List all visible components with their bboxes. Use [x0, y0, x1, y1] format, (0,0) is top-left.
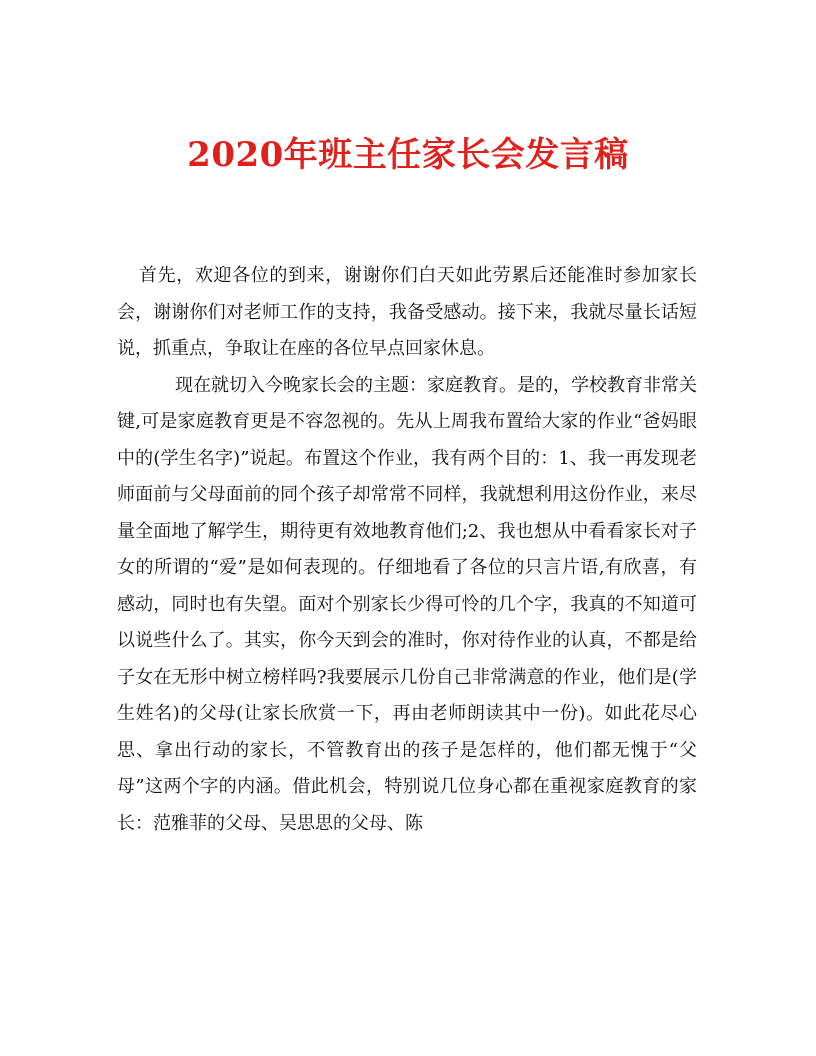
paragraph-2: 现在就切入今晚家长会的主题：家庭教育。是的，学校教育非常关键,可是家庭教育更是不容忽视的。先从上周我布置给大家的作业“爸妈眼中的(学生名字)”说起。布置这个作业，我有两个目的：1、我一再发现老师面前与父母面前的同个孩子却常常不同样，我就想利用这份作业，来尽量全面地了解学生，期待更有效地教育他们;2、我也想从中看看家长对子女的所谓的“爱”是如何表现的。仔细地看了各位的只言片语,有欣喜，有感动，同时也有失望。面对个别家长少得可怜的几个字，我真的不知道可以说些什么了。其实，你今天到会的准时，你对待作业的认真，不都是给子女在无形中树立榜样吗?我要展示几份自己非常满意的作业，他们是(学生姓名)的父母(让家长欣赏一下，再由老师朗读其中一份)。如此花尽心思、拿出行动的家长，不管教育出的孩子是怎样的，他们都无愧于“父母”这两个字的内涵。借此机会，特别说几位身心都在重视家庭教育的家长：范雅菲的父母、吴思思的父母、陈: [117, 374, 697, 834]
document-body: [117, 258, 697, 842]
paragraph-1: 首先，欢迎各位的到来，谢谢你们白天如此劳累后还能准时参加家长会，谢谢你们对老师工作的支持，我备受感动。接下来，我就尽量长话短说，抓重点，争取让在座的各位早点回家休息。: [117, 265, 697, 359]
document-title: 2020年班主任家长会发言稿: [187, 134, 629, 175]
